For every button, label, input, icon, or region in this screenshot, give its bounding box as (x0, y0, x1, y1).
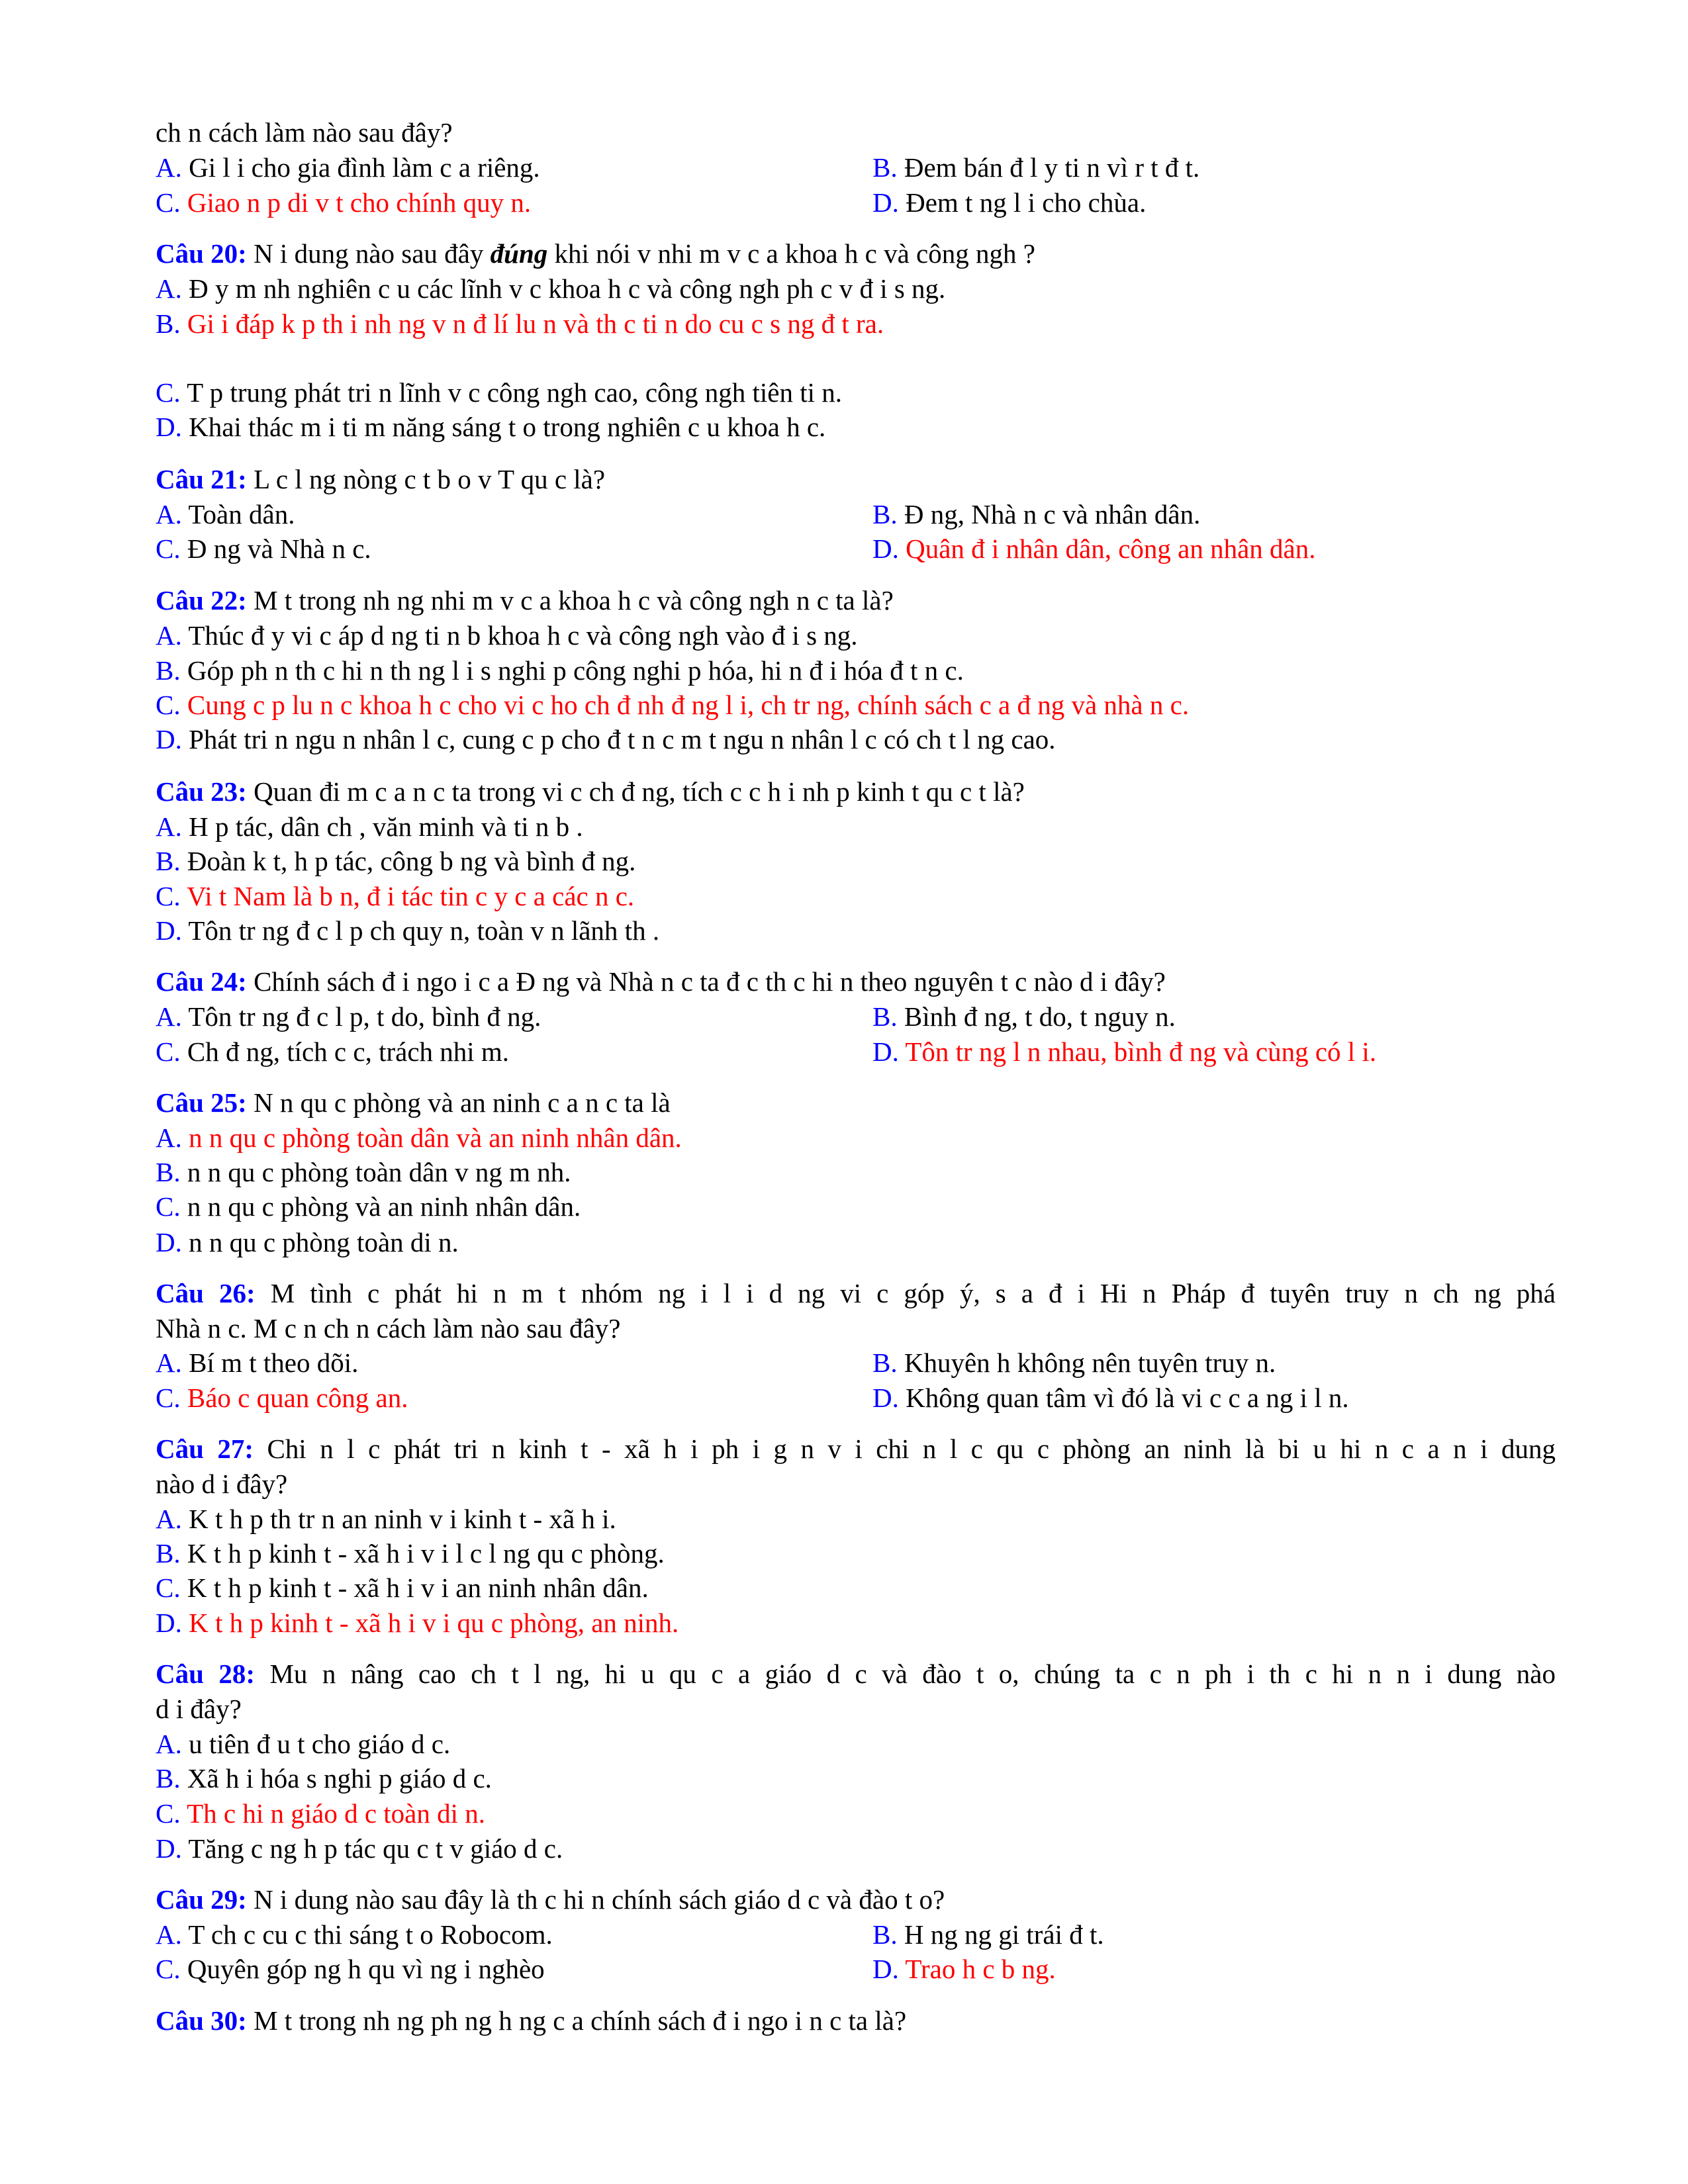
q27-question-cont: nào d i đây? (156, 1469, 288, 1499)
q21-question: Câu 21: L c l ng nòng c t b o v T qu c là? (156, 464, 606, 494)
q26-question-cont: Nhà n c. M c n ch n cách làm nào sau đây? (156, 1313, 621, 1343)
q21-option-a: A. Toàn dân. (156, 499, 295, 529)
q22-option-a: A. Thúc đ y vi c áp d ng ti n b khoa h c và công ngh vào đ i s ng. (156, 620, 858, 651)
q20-option-d: D. Khai thác m i ti m năng sáng t o trong nghiên c u khoa h c. (156, 412, 826, 442)
q26-question: Câu 26: M tình c phát hi n m t nhóm ng i l i d ng vi c góp ý, s a đ i Hi n Pháp đ tuyên truy n ch ng phá (156, 1278, 1556, 1308)
q23-option-c: C. Vi t Nam là b n, đ i tác tin c y c a các n c. (156, 881, 635, 911)
q19-option-c: C. Giao n p di v t cho chính quy n. (156, 187, 532, 218)
q26-option-c: C. Báo c quan công an. (156, 1383, 408, 1413)
correct-answer: Giao n p di v t cho chính quy n. (187, 187, 532, 218)
q21-option-d: D. Quân đ i nhân dân, công an nhân dân. (872, 533, 1316, 564)
q29-option-a: A. T ch c cu c thi sáng t o Robocom. (156, 1919, 553, 1950)
q26-option-d: D. Không quan tâm vì đó là vi c c a ng i l n. (872, 1383, 1349, 1413)
q28-option-c: C. Th c hi n giáo d c toàn di n. (156, 1798, 486, 1829)
q19-tail: ch n cách làm nào sau đây? (156, 117, 453, 148)
q21-option-c: C. Đ ng và Nhà n c. (156, 533, 371, 564)
q24-option-b: B. Bình đ ng, t do, t nguy n. (872, 1001, 1176, 1032)
q23-option-d: D. Tôn tr ng đ c l p ch quy n, toàn v n lãnh th . (156, 915, 660, 946)
q20-option-a: A. Đ y m nh nghiên c u các lĩnh v c khoa h c và công ngh ph c v đ i s ng. (156, 273, 946, 304)
q26-option-a: A. Bí m t theo dõi. (156, 1347, 359, 1378)
q30-question: Câu 30: M t trong nh ng ph ng h ng c a chính sách đ i ngo i n c ta là? (156, 2005, 907, 2036)
q25-option-a: A. n n qu c phòng toàn dân và an ninh nhân dân. (156, 1122, 682, 1153)
correct-answer: Th c hi n giáo d c toàn di n. (187, 1798, 486, 1829)
q25-question: Câu 25: N n qu c phòng và an ninh c a n c ta là (156, 1087, 671, 1118)
correct-answer: K t h p kinh t - xã h i v i qu c phòng, an ninh. (189, 1608, 679, 1638)
correct-answer: Cung c p lu n c khoa h c cho vi c ho ch đ nh đ ng l i, ch tr ng, chính sách c a đ ng và nhà n c. (187, 690, 1190, 720)
q22-option-d: D. Phát tri n ngu n nhân l c, cung c p cho đ t n c m t ngu n nhân l c có ch t l ng cao. (156, 724, 1056, 754)
correct-answer: Báo c quan công an. (187, 1383, 408, 1413)
q24-option-d: D. Tôn tr ng l n nhau, bình đ ng và cùng có l i. (872, 1036, 1377, 1067)
q27-option-d: D. K t h p kinh t - xã h i v i qu c phòng, an ninh. (156, 1608, 679, 1638)
q27-question: Câu 27: Chi n l c phát tri n kinh t - xã h i ph i g n v i chi n l c qu c phòng an ninh là bi u hi n c a n i dung (156, 1433, 1556, 1464)
q29-option-b: B. H ng ng gi trái đ t. (872, 1919, 1104, 1950)
q29-option-c: C. Quyên góp ng h qu vì ng i nghèo (156, 1954, 545, 1984)
correct-answer: Gi i đáp k p th i nh ng v n đ lí lu n và th c ti n do cu c s ng đ t ra. (187, 308, 884, 339)
q24-option-a: A. Tôn tr ng đ c l p, t do, bình đ ng. (156, 1001, 541, 1032)
q22-option-b: B. Góp ph n th c hi n th ng l i s nghi p công nghi p hóa, hi n đ i hóa đ t n c. (156, 655, 964, 686)
q29-question: Câu 29: N i dung nào sau đây là th c hi n chính sách giáo d c và đào t o? (156, 1884, 945, 1915)
q19-option-b: B. Đem bán đ l y ti n vì r t đ t. (872, 152, 1200, 183)
q25-option-c: C. n n qu c phòng và an ninh nhân dân. (156, 1191, 581, 1222)
correct-answer: Quân đ i nhân dân, công an nhân dân. (906, 533, 1316, 564)
q23-option-a: A. H p tác, dân ch , văn minh và ti n b . (156, 811, 583, 842)
q24-option-c: C. Ch đ ng, tích c c, trách nhi m. (156, 1036, 510, 1067)
q27-option-c: C. K t h p kinh t - xã h i v i an ninh nhân dân. (156, 1572, 649, 1603)
q22-option-c: C. Cung c p lu n c khoa h c cho vi c ho ch đ nh đ ng l i, ch tr ng, chính sách c a đ ng và nhà n c. (156, 690, 1190, 720)
correct-answer: n n qu c phòng toàn dân và an ninh nhân dân. (189, 1122, 682, 1153)
q28-option-b: B. Xã h i hóa s nghi p giáo d c. (156, 1763, 492, 1794)
q28-option-d: D. Tăng c ng h p tác qu c t v giáo d c. (156, 1833, 563, 1864)
correct-answer: Trao h c b ng. (905, 1954, 1056, 1984)
q29-option-d: D. Trao h c b ng. (872, 1954, 1056, 1984)
q27-option-a: A. K t h p th tr n an ninh v i kinh t - xã h i. (156, 1504, 616, 1534)
q19-option-d: D. Đem t ng l i cho chùa. (872, 187, 1147, 218)
q22-question: Câu 22: M t trong nh ng nhi m v c a khoa h c và công ngh n c ta là? (156, 585, 894, 615)
correct-answer: Tôn tr ng l n nhau, bình đ ng và cùng có l i. (905, 1036, 1377, 1067)
q28-question-cont: d i đây? (156, 1694, 242, 1724)
q25-option-b: B. n n qu c phòng toàn dân v ng m nh. (156, 1157, 571, 1187)
correct-answer: Vi t Nam là b n, đ i tác tin c y c a các n c. (187, 881, 635, 911)
q25-option-d: D. n n qu c phòng toàn di n. (156, 1227, 459, 1257)
q28-option-a: A. u tiên đ u t cho giáo d c. (156, 1729, 451, 1759)
q27-option-b: B. K t h p kinh t - xã h i v i l c l ng qu c phòng. (156, 1538, 665, 1569)
q23-option-b: B. Đoàn k t, h p tác, công b ng và bình đ ng. (156, 846, 636, 876)
q19-option-a: A. Gi l i cho gia đình làm c a riêng. (156, 152, 540, 183)
q24-question: Câu 24: Chính sách đ i ngo i c a Đ ng và Nhà n c ta đ c th c hi n theo nguyên t c nào d i đây? (156, 966, 1166, 997)
q20-option-c: C. T p trung phát tri n lĩnh v c công ngh cao, công ngh tiên ti n. (156, 377, 843, 408)
q21-option-b: B. Đ ng, Nhà n c và nhân dân. (872, 499, 1201, 529)
q26-option-b: B. Khuyên h không nên tuyên truy n. (872, 1347, 1276, 1378)
q20-option-b: B. Gi i đáp k p th i nh ng v n đ lí lu n và th c ti n do cu c s ng đ t ra. (156, 308, 884, 339)
q23-question: Câu 23: Quan đi m c a n c ta trong vi c ch đ ng, tích c c h i nh p kinh t qu c t là? (156, 776, 1025, 807)
q20-question: Câu 20: N i dung nào sau đây đúng khi nói v nhi m v c a khoa h c và công ngh ? (156, 238, 1035, 269)
q28-question: Câu 28: Mu n nâng cao ch t l ng, hi u qu c a giáo d c và đào t o, chúng ta c n ph i th c hi n n i dung nào (156, 1659, 1556, 1689)
